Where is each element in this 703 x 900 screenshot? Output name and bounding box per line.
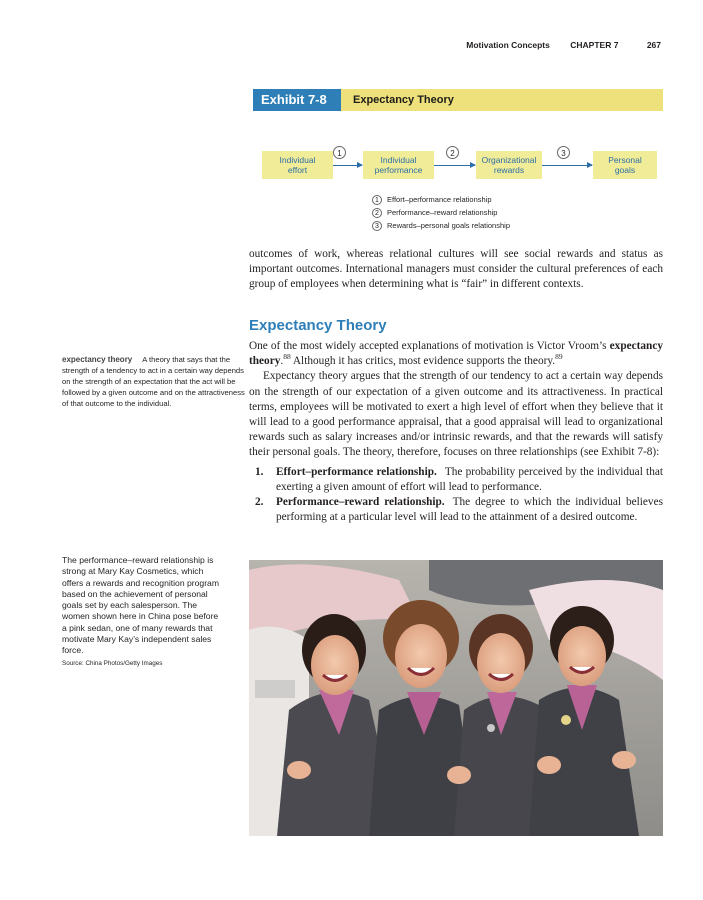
legend-number: 1 — [372, 195, 382, 205]
box-line2: goals — [614, 165, 636, 175]
legend-text: Effort–performance relationship — [387, 195, 492, 204]
box-individual-effort — [262, 151, 333, 179]
paragraph-1: One of the most widely accepted explanations of motivation is Victor Vroom’s expectancy theory.$^{88}$ Although it has critics, most evidence supports the theory.$^{89}$ — [249, 340, 663, 368]
relationship-list — [249, 465, 663, 526]
p1-text-a: One of the most widely accepted explanations of motivation is Victor Vroom’s — [249, 340, 610, 352]
pin — [561, 715, 571, 725]
arrow-number-2: 2 — [446, 146, 459, 159]
legend-number: 3 — [372, 221, 382, 231]
list-number: 2. — [255, 496, 264, 509]
legend-text: Rewards–personal goals relationship — [387, 221, 510, 230]
list-heading: Effort–performance relationship. — [276, 465, 437, 478]
margin-definition-text: A theory that says that the strength of a tendency to act in a certain way depends on the strength of an expectation that the act will be followed by a given outcome and on the attractiveness of that outcome to the individual. — [62, 355, 245, 408]
list-item — [255, 465, 663, 495]
exhibit-7-8 — [253, 89, 663, 237]
photo-source: Source: China Photos/Getty Images — [62, 659, 163, 667]
box-line2: effort — [287, 165, 308, 175]
margin-term: expectancy theory — [62, 355, 133, 364]
legend-row — [372, 219, 510, 232]
box-line1: Personal — [608, 155, 642, 165]
arrow-number-1: 1 — [333, 146, 346, 159]
arrow-3 — [542, 165, 592, 166]
box-individual-performance — [363, 151, 434, 179]
photo-illustration — [249, 560, 663, 836]
legend-number: 2 — [372, 208, 382, 218]
box-organizational-rewards — [476, 151, 542, 179]
car-grille — [255, 680, 295, 698]
legend-row — [372, 193, 510, 206]
arrow-1 — [333, 165, 362, 166]
face — [311, 635, 359, 695]
box-personal-goals — [593, 151, 657, 179]
intro-paragraph — [249, 247, 663, 293]
page-number: 267 — [646, 40, 661, 50]
face — [395, 624, 447, 688]
hand — [447, 766, 471, 784]
p1-text-b: Although it has critics, most evidence supports the theory. — [290, 355, 556, 368]
exhibit-title: Expectancy Theory — [353, 94, 454, 106]
section-title: Motivation Concepts — [466, 40, 550, 50]
list-text: The degree to which the individual believes performing at a particular level will lead to the attainment of a desired outcome. — [276, 496, 663, 524]
margin-definition — [62, 354, 252, 409]
legend-row — [372, 206, 510, 219]
main-body — [249, 339, 663, 525]
face — [477, 633, 525, 693]
legend-text: Performance–reward relationship — [387, 208, 498, 217]
exhibit-legend — [372, 193, 510, 232]
paragraph-2: Expectancy theory argues that the strength of our tendency to act a certain way depends on the strength of our expectation of a given outcome and its attractiveness. In practical terms, employees will be motivated to exert a high level of effort when they believe that it will lead to a good performance appraisal, that a good appraisal will lead to organizational rewards such as salary increases and/or intrinsic rewards, and that the rewards will satisfy their personal goals. The theory, therefore, focuses on three relationships (see Exhibit 7-8): — [249, 370, 663, 459]
box-line1: Individual — [279, 155, 316, 165]
photo-caption — [62, 555, 222, 669]
list-heading: Performance–reward relationship. — [276, 496, 445, 509]
list-number: 1. — [255, 465, 264, 478]
arrow-2 — [434, 165, 475, 166]
arrow-number-3: 3 — [557, 146, 570, 159]
box-line1: Organizational — [481, 155, 537, 165]
box-line1: Individual — [380, 155, 417, 165]
expectancy-flow-diagram — [253, 111, 663, 237]
intro-text: outcomes of work, whereas relational cultures will see social rewards and status as important outcomes. International managers must consider the cultural preferences of each group of employees when determining what is “fair” in different contexts. — [249, 248, 663, 291]
face — [558, 626, 606, 686]
key-term: expectancy theory — [249, 340, 663, 368]
hand — [287, 761, 311, 779]
endnote-ref: 88 — [283, 352, 291, 362]
running-header — [448, 40, 661, 50]
caption-text: The performance–reward relationship is strong at Mary Kay Cosmetics, which offers a rewards and recognition program based on the achievement of personal goals set by each salesperson. The women shown here in China pose before a pink sedan, one of many rewards that motivate Mary Kay’s independent sales force. — [62, 555, 219, 656]
exhibit-title-bar — [253, 89, 663, 111]
pin — [487, 724, 495, 732]
hand — [612, 751, 636, 769]
hand — [537, 756, 561, 774]
list-text: The probability perceived by the individual that exerting a given amount of effort will lead to performance. — [276, 465, 663, 493]
box-line2: performance — [374, 165, 423, 175]
section-heading: Expectancy Theory — [249, 317, 387, 334]
box-line2: rewards — [493, 165, 525, 175]
endnote-ref: 89 — [555, 352, 563, 362]
list-item — [255, 495, 663, 525]
chapter-label: CHAPTER 7 — [570, 40, 619, 50]
photo-mary-kay-saleswomen — [249, 560, 663, 836]
exhibit-label: Exhibit 7-8 — [253, 89, 341, 111]
